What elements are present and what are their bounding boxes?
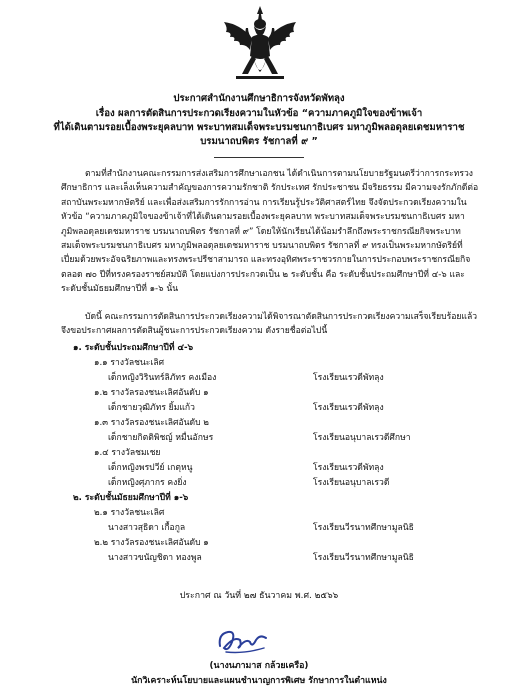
subject-line-2: ที่ได้เดินตามรอยเบื้องพระยุคลบาท พระบาทสมเด็จพระบรมชนกาธิเบศร มหาภูมิพลอดุลยเดชมหาราช (53, 122, 465, 133)
winner-school: โรงเรียนเรวดีพัทลุง (313, 403, 384, 413)
paragraph-1: ตามที่สำนักงานคณะกรรมการส่งเสริมการศึกษาเอกชน ได้ดำเนินการตามนโยบายรัฐมนตรีว่าการกระทรวงศึกษาธิการ และเล็งเห็นความสำคัญของการความรักชาติ รักประเทศ รักประชาชน มีจริยธรรม มีความจงรักภักดีต่อสถาบันพระมหากษัตริย์ และเพื่อส่งเสริมการรักการอ่าน การเรียนรู้ประวัติศาสตร์ไทย จึงจัดประกวดเรียงความในหัวข้อ “ความภาคภูมิใจของข้าเจ้าที่ได้เดินตามรอยเบื้องพระยุคลบาท พระบาทสมเด็จพระบรมชนกาธิเบศร มหาภูมิพลอดุลยเดชมหาราช บรมนาถบพิตร รัชกาลที่ ๙” โดยให้นักเรียนได้น้อมรำลึกถึงพระราชกรณียกิจพระบาทสมเด็จพระบรมชนกาธิเบศร มหาภูมิพลอดุลยเดชมหาราช บรมนาถบพิตร รัชกาลที่ ๙ ทรงเป็นพระมหากษัตริย์ที่เปี่ยมด้วยพระอัจฉริยภาพและทรงพระปรีชาสามารถ และทรงอุทิศพระราชวรกายในการประกอบพระราชกรณียกิจตลอด ๗๐ ปีที่ทรงครองราชย์สมบัติ โดยแบ่งการประกวดเป็น ๒ ระดับชั้น คือ ระดับชั้นประถมศึกษาปีที่ ๔-๖ และระดับชั้นมัธยมศึกษาปีที่ ๑-๖ นั้น (61, 169, 479, 295)
subject-line-1: เรื่อง ผลการตัดสินการประกวดเรียงความในหัวข้อ “ความภาคภูมิใจของข้าพเจ้า (95, 108, 423, 119)
award-title: ๒.๒ รางวัลรองชนะเลิศอันดับ ๑ (94, 538, 209, 548)
winner-school: โรงเรียนเรวดีพัทลุง (313, 463, 384, 473)
signer-title: นักวิเคราะห์นโยบายและแผนชำนาญการพิเศษ รักษาการในตำแหน่ง (131, 676, 387, 686)
winner-name: เด็กหญิงวิรินทร์ลิภัทร คงเมือง (108, 373, 217, 383)
subject-line-3: บรมนาถบพิตร รัชกาลที่ ๙ ” (200, 136, 318, 147)
winner-school: โรงเรียนวีรนาทศึกษามูลนิธิ (313, 553, 414, 563)
winner-name: เด็กชายวุฒิภัทร ยิ้มแก้ว (108, 403, 195, 413)
winner-school: โรงเรียนอนุบาลเรวดีศึกษา (313, 433, 411, 443)
announcement-title: ประกาศสำนักงานศึกษาธิการจังหวัดพัทลุง (173, 93, 345, 104)
winner-school: โรงเรียนอนุบาลเรวดี (313, 478, 390, 488)
signature-icon (214, 626, 272, 658)
winner-name: เด็กชายกิตติพิชญ์ หมื่นอักษร (108, 433, 214, 443)
award-title: ๑.๒ รางวัลรองชนะเลิศอันดับ ๑ (94, 388, 209, 398)
winner-school: โรงเรียนวีรนาทศึกษามูลนิธิ (313, 523, 414, 533)
award-title: ๑.๑ รางวัลชนะเลิศ (94, 358, 165, 368)
intro-paragraph (61, 167, 479, 297)
garuda-emblem-icon (218, 4, 302, 82)
header-divider (214, 157, 304, 158)
signer-name: (นางนภามาส กล้วยเครือ) (209, 661, 309, 671)
award-title: ๑.๓ รางวัลรองชนะเลิศอันดับ ๒ (94, 418, 209, 428)
winner-school: โรงเรียนเรวดีพัทลุง (313, 373, 384, 383)
announcement-date: ประกาศ ณ วันที่ ๒๗ ธันวาคม พ.ศ. ๒๕๖๖ (179, 591, 339, 601)
winner-name: เด็กหญิงพรปวีย์ เกตุหนู (108, 463, 193, 473)
winner-name: เด็กหญิงศุภากร คงยิ่ง (108, 478, 187, 488)
winner-name: นางสาวขนัญชิดา ทองพูล (108, 553, 202, 563)
award-title: ๒.๑ รางวัลชนะเลิศ (94, 508, 165, 518)
section-heading-primary: ๑. ระดับชั้นประถมศึกษาปีที่ ๔-๖ (73, 343, 194, 353)
award-title: ๑.๔ รางวัลชมเชย (94, 448, 161, 458)
result-paragraph (61, 310, 479, 339)
section-heading-secondary: ๒. ระดับชั้นมัธยมศึกษาปีที่ ๑-๖ (73, 493, 189, 503)
paragraph-2: บัดนี้ คณะกรรมการตัดสินการประกวดเรียงความได้พิจารณาตัดสินการประกวดเรียงความเสร็จเรียบร้อยแล้ว จึงขอประกาศผลการตัดสินผู้ชนะการประกวดเรียงความ ดังรายชื่อต่อไปนี้ (61, 312, 478, 337)
winner-name: นางสาวสุธิดา เกื้อกูล (108, 523, 186, 533)
